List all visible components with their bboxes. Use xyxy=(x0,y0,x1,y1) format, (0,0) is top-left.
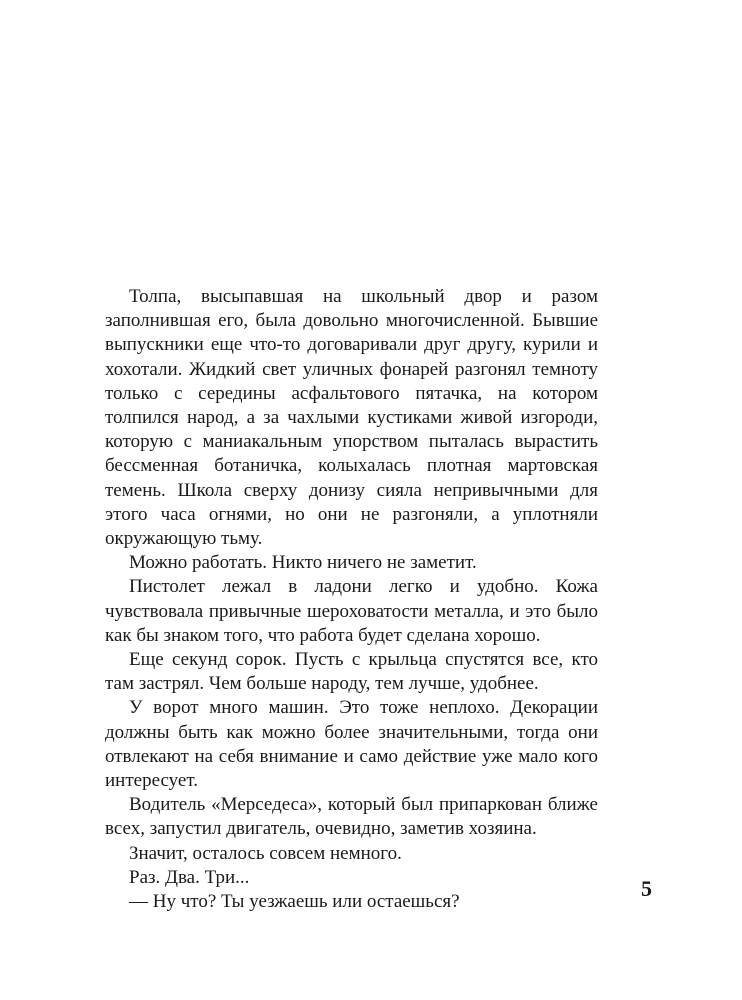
paragraph: Значит, осталось совсем немного. xyxy=(129,842,402,864)
paragraph: У ворот много машин. Это тоже неплохо. Декорации должны быть как можно более значительными, тогда они отвлекают на себя внимание и само действие уже мало кого интересует. xyxy=(105,697,598,792)
paragraph: Еще секунд сорок. Пусть с крыльца спустятся все, кто там застрял. Чем больше народу, тем лучше, удобнее. xyxy=(105,649,598,695)
paragraph: Толпа, высыпавшая на школьный двор и разом заполнившая его, была довольно многочисленной. Бывшие выпускники еще что-то договаривали друг другу, курили и хохотали. Жидкий свет уличных фонарей разгонял темноту только с середины асфальтового пятачка, на котором толпился народ, а за чахлыми кустиками живой изгороди, которую с маниакальным упорством пыталась вырастить бессменная ботаничка, колыхалась плотная мартовская темень. Школа сверху донизу сияла непривычными для этого часа огнями, но они не разгоняли, а уплотняли окружающую тьму. xyxy=(105,286,598,550)
paragraph: Водитель «Мерседеса», который был припаркован ближе всех, запустил двигатель, очевидно, заметив хозяина. xyxy=(105,794,598,840)
page-number: 5 xyxy=(641,876,652,901)
paragraph: — Ну что? Ты уезжаешь или остаешься? xyxy=(129,891,460,913)
paragraph: Пистолет лежал в ладони легко и удобно. Кожа чувствовала привычные шероховатости металла, и это было как бы знаком того, что работа будет сделана хорошо. xyxy=(105,576,598,646)
body-text xyxy=(105,285,598,914)
paragraph: Можно работать. Никто ничего не заметит. xyxy=(129,552,477,574)
paragraph: Раз. Два. Три... xyxy=(129,866,250,888)
